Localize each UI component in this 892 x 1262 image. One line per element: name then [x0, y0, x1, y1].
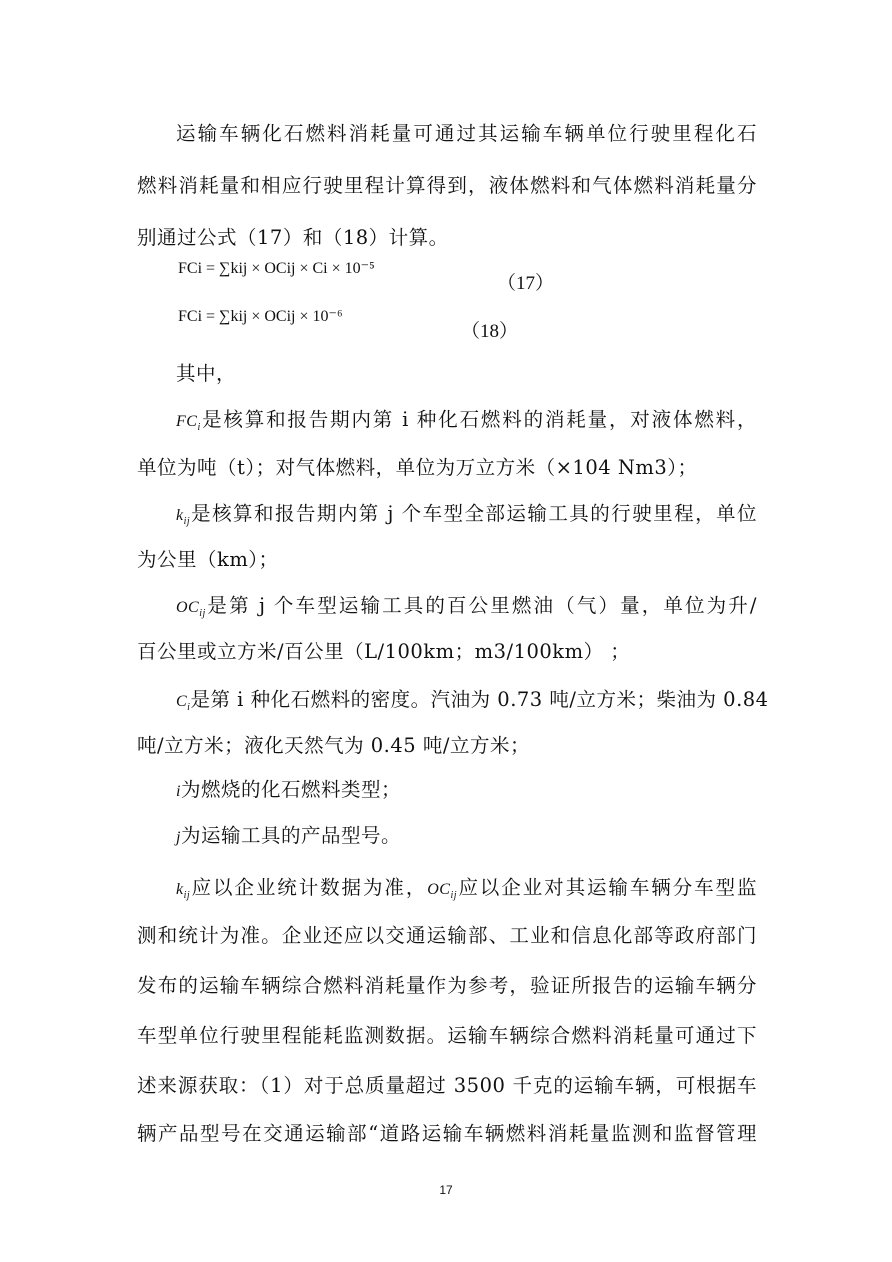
equation-number-18: （18） — [461, 321, 519, 342]
paragraph-line: 燃料消耗量和相应行驶里程计算得到，液体燃料和气体燃料消耗量分 — [137, 174, 757, 197]
formula-18: FCi = ∑kij × OCij × 10⁻⁶ — [178, 308, 343, 325]
symbol-oc: $OC_{ij}$ — [176, 599, 206, 620]
definition-oc: $OC_{ij}$是第 j 个车型运输工具的百公里燃油（气）量，单位为升/ — [176, 594, 757, 620]
definition-c: $C_i$是第 i 种化石燃料的密度。汽油为 0.73 吨/立方米；柴油为 0.84 — [176, 688, 769, 714]
paragraph-line: 车型单位行驶里程能耗监测数据。运输车辆综合燃料消耗量可通过下 — [137, 1024, 757, 1047]
paragraph-line: 别通过公式（17）和（18）计算。 — [137, 226, 449, 249]
symbol-j: j — [176, 829, 181, 846]
paragraph-line: 其中， — [176, 362, 237, 385]
symbol-fc: $FC_i$ — [176, 413, 201, 434]
paragraph-line: 述来源获取：（1）对于总质量超过 3500 千克的运输车辆，可根据车 — [137, 1074, 757, 1097]
definition-j: j为运输工具的产品型号。 — [176, 824, 401, 847]
page-number: 17 — [439, 1183, 453, 1197]
symbol-k: $k_{ij}$ — [176, 881, 191, 902]
symbol-c: $C_i$ — [176, 693, 191, 714]
formula-17: FCi = ∑kij × OCij × Ci × 10⁻⁵ — [178, 260, 375, 277]
paragraph-line: 运输车辆化石燃料消耗量可通过其运输车辆单位行驶里程化石 — [176, 122, 757, 145]
equation-number-17: （17） — [497, 273, 555, 294]
paragraph-line: 百公里或立方米/百公里（L/100km；m3/100km） ； — [137, 640, 631, 663]
paragraph-line: 测和统计为准。企业还应以交通运输部、工业和信息化部等政府部门 — [137, 924, 757, 947]
symbol-oc: $OC_{ij}$ — [427, 881, 458, 902]
paragraph-line: $k_{ij}$应以企业统计数据为准，$OC_{ij}$应以企业对其运输车辆分车型监 — [176, 876, 757, 902]
definition-k: $k_{ij}$是核算和报告期内第 j 个车型全部运输工具的行驶里程，单位 — [176, 502, 757, 528]
definition-fc: $FC_i$是核算和报告期内第 i 种化石燃料的消耗量，对液体燃料， — [176, 408, 757, 434]
symbol-i: i — [176, 783, 181, 800]
paragraph-line: 为公里（km）； — [137, 548, 279, 571]
definition-i: i为燃烧的化石燃料类型； — [176, 778, 401, 801]
paragraph-line: 单位为吨（t）；对气体燃料，单位为万立方米（×104 Nm3）； — [137, 456, 698, 479]
paragraph-line: 吨/立方米；液化天然气为 0.45 吨/立方米； — [137, 734, 530, 757]
paragraph-line: 辆产品型号在交通运输部“道路运输车辆燃料消耗量监测和监督管理 — [137, 1122, 757, 1145]
paragraph-line: 发布的运输车辆综合燃料消耗量作为参考，验证所报告的运输车辆分 — [137, 974, 757, 997]
symbol-k: $k_{ij}$ — [176, 507, 191, 528]
